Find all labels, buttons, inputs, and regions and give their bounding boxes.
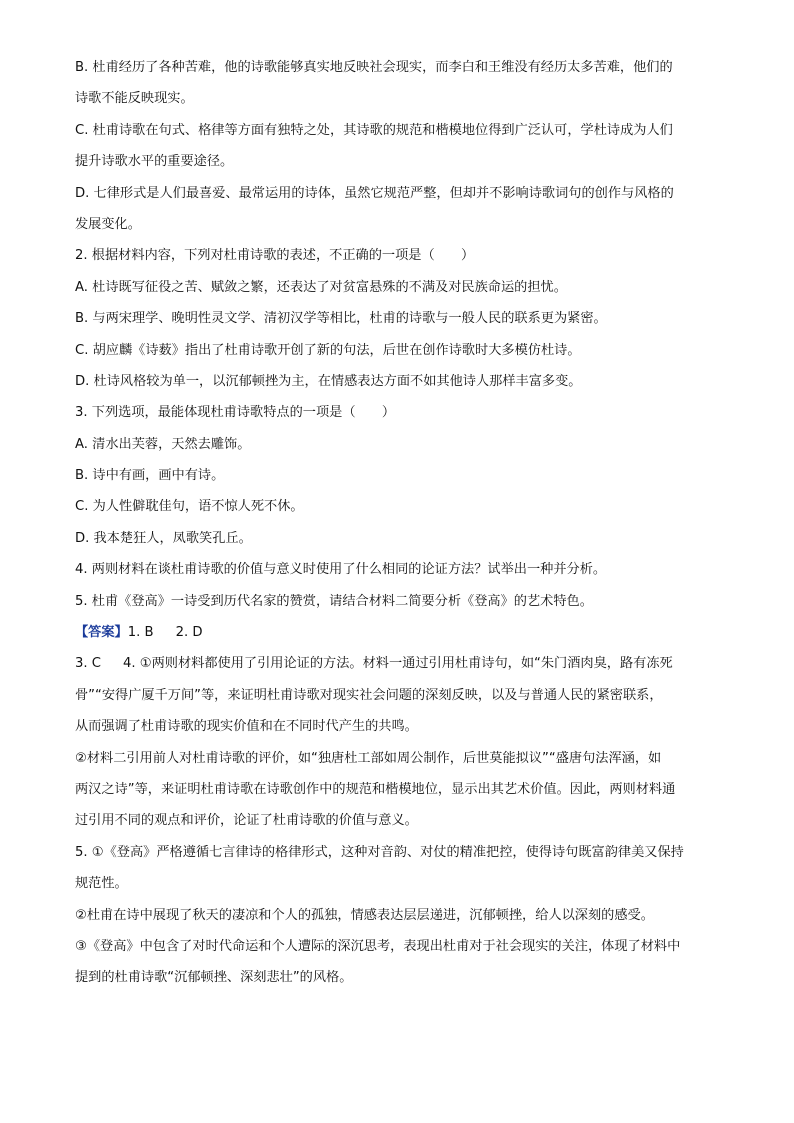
answer-5-part1-line1: 5. ①《登高》严格遵循七言律诗的格律形式，这种对音韵、对仗的精准把控，使得诗句既富韵律美又保持 bbox=[75, 844, 684, 860]
q3-stem: 3. 下列选项，最能体现杜甫诗歌特点的一项是（ ） bbox=[75, 405, 396, 421]
answer-4-part2-line3: 过引用不同的观点和评价，论证了杜甫诗歌的价值与意义。 bbox=[75, 813, 418, 829]
q2-option-c: C. 胡应麟《诗薮》指出了杜甫诗歌开创了新的句法，后世在创作诗歌时大多模仿杜诗。 bbox=[75, 342, 581, 358]
answer-line-2 bbox=[75, 656, 720, 672]
q1-option-d-line1: D. 七律形式是人们最喜爱、最常运用的诗体，虽然它规范严整，但却并不影响诗歌词句的创作与风格的 bbox=[75, 185, 674, 201]
q2-stem: 2. 根据材料内容，下列对杜甫诗歌的表述，不正确的一项是（ ） bbox=[75, 248, 475, 264]
answer-4-part2-line2: 两汉之诗”等，来证明杜甫诗歌在诗歌创作中的规范和楷模地位，显示出其艺术价值。因此，两则材料通 bbox=[75, 781, 676, 797]
answer-4-line3: 从而强调了杜甫诗歌的现实价值和在不同时代产生的共鸣。 bbox=[75, 719, 418, 735]
answer-4-lead: 4. ①两则材料都使用了引用论证的方法。材料一通过引用杜甫诗句，如“朱门酒肉臭，路有冻死 bbox=[122, 656, 673, 672]
answer-1: 1. B bbox=[127, 625, 154, 641]
answer-4-line2: 骨”“安得广厦千万间”等，来证明杜甫诗歌对现实社会问题的深刻反映，以及与普通人民的紧密联系， bbox=[75, 687, 663, 703]
answer-line-1 bbox=[75, 625, 720, 641]
q3-option-c: C. 为人性僻耽佳句，语不惊人死不休。 bbox=[75, 499, 304, 515]
q5-stem: 5. 杜甫《登高》一诗受到历代名家的赞赏，请结合材料二简要分析《登高》的艺术特色。 bbox=[75, 593, 593, 609]
q3-option-b: B. 诗中有画，画中有诗。 bbox=[75, 468, 225, 484]
answer-5-part3-line1: ③《登高》中包含了对时代命运和个人遭际的深沉思考，表现出杜甫对于社会现实的关注，体现了材料中 bbox=[75, 938, 681, 954]
document-page bbox=[75, 60, 720, 986]
q4-stem: 4. 两则材料在谈杜甫诗歌的价值与意义时使用了什么相同的论证方法？试举出一种并分析。 bbox=[75, 562, 607, 578]
answer-5-part3-line2: 提到的杜甫诗歌“沉郁顿挫、深刻悲壮”的风格。 bbox=[75, 970, 353, 986]
answer-3: 3. C bbox=[75, 656, 101, 672]
answer-tag: 【答案】 bbox=[75, 625, 128, 641]
q3-option-d: D. 我本楚狂人，凤歌笑孔丘。 bbox=[75, 530, 252, 546]
q1-option-d-line2: 发展变化。 bbox=[75, 216, 141, 232]
answer-5-part1-line2: 规范性。 bbox=[75, 876, 128, 892]
q2-option-b: B. 与两宋理学、晚明性灵文学、清初汉学等相比，杜甫的诗歌与一般人民的联系更为紧密。 bbox=[75, 311, 607, 327]
q1-option-c-line2: 提升诗歌水平的重要途径。 bbox=[75, 154, 234, 170]
q1-option-b-line1: B. 杜甫经历了各种苦难，他的诗歌能够真实地反映社会现实，而李白和王维没有经历太多苦难，他们的 bbox=[75, 60, 673, 75]
q1-option-b-line2: 诗歌不能反映现实。 bbox=[75, 91, 194, 107]
answer-5-part2: ②杜甫在诗中展现了秋天的凄凉和个人的孤独，情感表达层层递进，沉郁顿挫，给人以深刻的感受。 bbox=[75, 907, 654, 923]
q2-option-a: A. 杜诗既写征役之苦、赋敛之繁，还表达了对贫富悬殊的不满及对民族命运的担忧。 bbox=[75, 279, 567, 295]
answer-4-part2-line1: ②材料二引用前人对杜甫诗歌的评价，如“独唐杜工部如周公制作，后世莫能拟议”“盛唐句法浑涵，如 bbox=[75, 750, 662, 766]
q3-option-a: A. 清水出芙蓉，天然去雕饰。 bbox=[75, 436, 251, 452]
q2-option-d: D. 杜诗风格较为单一，以沉郁顿挫为主，在情感表达方面不如其他诗人那样丰富多变。 bbox=[75, 373, 582, 389]
q1-option-c-line1: C. 杜甫诗歌在句式、格律等方面有独特之处，其诗歌的规范和楷模地位得到广泛认可，学杜诗成为人们 bbox=[75, 122, 673, 138]
answer-2: 2. D bbox=[175, 625, 203, 641]
